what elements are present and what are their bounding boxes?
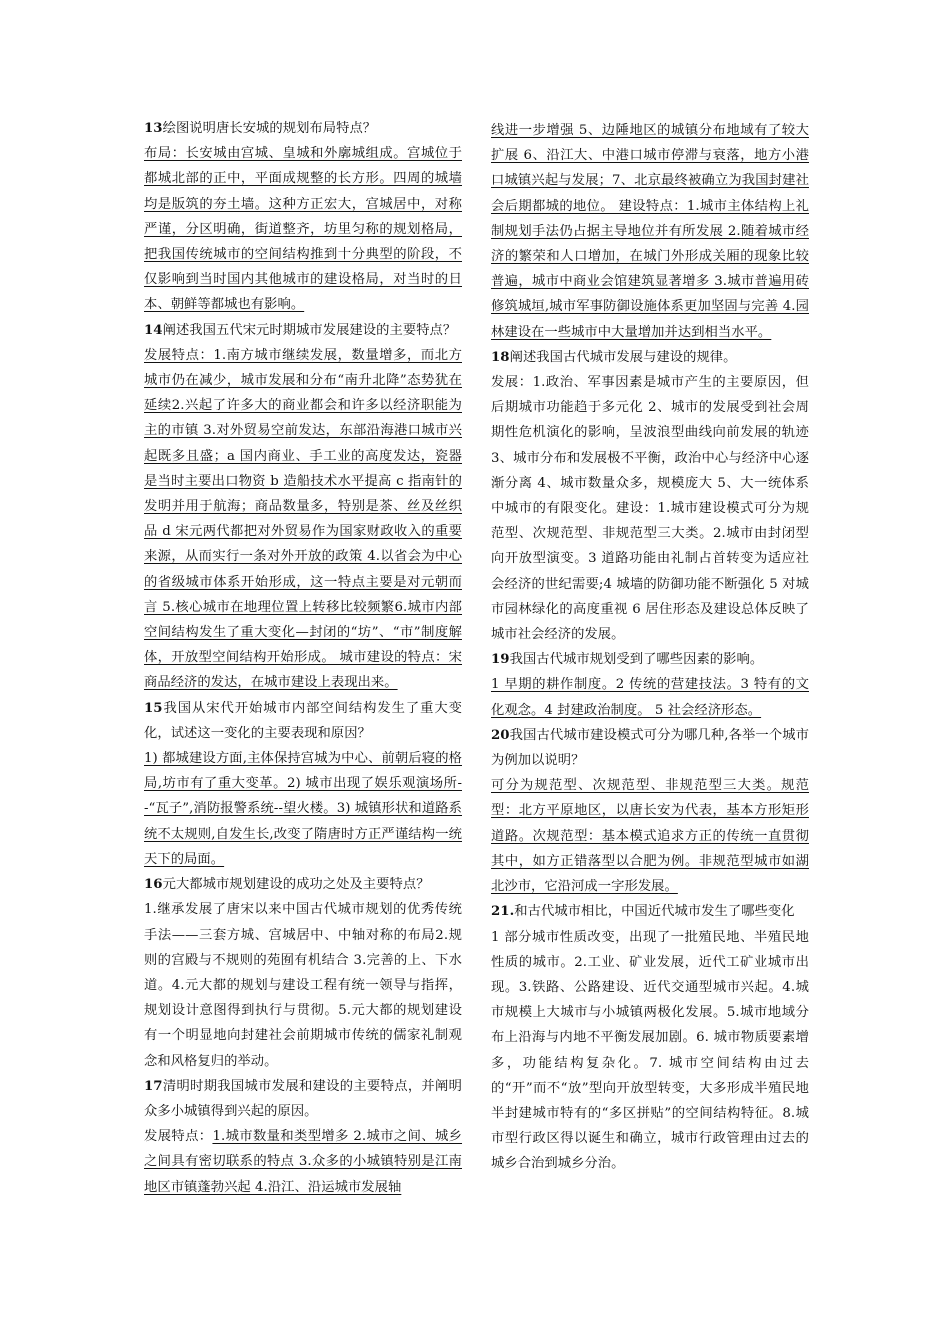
question-17 (144, 1074, 462, 1124)
question-number: 14 (144, 322, 163, 338)
question-text: 我国从宋代开始城市内部空间结构发生了重大变化，试述这一变化的主要表现和原因？ (144, 700, 462, 741)
question-number: 13 (144, 121, 163, 136)
question-number: 16 (144, 877, 163, 893)
question-18 (491, 345, 809, 370)
answer-16: 1.继承发展了唐宋以来中国古代城市规划的优秀传统手法——三套方城、宫城居中、中轴对称的布局2.规则的宫殿与不规则的苑囿有机结合 3.完善的上、下水道。4.元大都的规划与建设工程有统一领导与指挥，规划设计意图得到执行与贯彻。5.元大都的规划建设有一个明显地向封建社会前期城市传统的儒家礼制观念和风格复归的举动。 (144, 902, 462, 1069)
answer-20: 可分为规范型、次规范型、非规范型三大类。规范型：北方平原地区，以唐长安为代表，基本方形矩形道路。次规范型：基本模式追求方正的传统一直贯彻其中，如方正错落型以合肥为例。非规范型城市如湖北沙市，它沿河成一字形发展。 (491, 778, 809, 895)
left-column (144, 116, 462, 1200)
answer-14: 发展特点：1.南方城市继续发展，数量增多，而北方城市仍在减少，城市发展和分布“南升北降”态势犹在延续2.兴起了许多大的商业都会和许多以经济职能为主的市镇 3.对外贸易空前发达，东部沿海港口城市兴起既多且盛；a 国内商业、手工业的高度发达，瓷器是当时主要出口物资 b 造船技术水平提高 c 指南针的发明并用于航海；商品数量多，特别是茶、丝及丝织品 d 宋元两代都把对外贸易作为国家财政收入的重要来源，从而实行一条对外开放的政策 4.以省会为中心的省级城市体系开始形成，这一特点主要是对元朝而言 5.核心城市在地理位置上转移比较频繁6.城市内部空间结构发生了重大变化—封闭的“坊”、“市”制度解体，开放型空间结构开始形成。 城市建设的特点：宋商品经济的发达，在城市建设上表现出来。 (144, 347, 462, 691)
question-text: 绘图说明唐长安城的规划布局特点？ (162, 121, 377, 136)
question-text: 我国古代城市建设模式可分为哪几种,各举一个城市为例加以说明？ (491, 727, 809, 769)
question-19 (491, 647, 809, 672)
question-number: 17 (144, 1078, 163, 1094)
question-21 (491, 899, 809, 924)
answer-18: 发展：1.政治、军事因素是城市产生的主要原因，但后期城市功能趋于多元化 2、城市的发展受到社会周期性危机演化的影响，呈波浪型曲线向前发展的轨迹 3、城市分布和发展极不平衡，政治中心与经济中心逐渐分离 4、城市数量众多，规模庞大 5、大一统体系中城市的有限变化。建设：1.城市建设模式可分为规范型、次规范型、非规范型三大类。2.城市由封闭型向开放型演变。3 道路功能由礼制占首转变为适应社会经济的世纪需要;4 城墙的防御功能不断强化 5 对城市园林绿化的高度重视 6 居住形态及建设总体反映了城市社会经济的发展。 (491, 375, 809, 643)
question-16 (144, 872, 462, 897)
answer-17 (144, 1124, 462, 1200)
question-13 (144, 116, 462, 141)
question-number: 18 (491, 349, 510, 365)
question-15 (144, 696, 462, 746)
question-number: 15 (144, 700, 163, 716)
question-text: 和古代城市相比，中国近代城市发生了哪些变化 (514, 904, 795, 920)
answer-13: 布局：长安城由宫城、皇城和外廓城组成。宫城位于都城北部的正中，平面成规整的长方形。四周的城墙均是版筑的夯土墙。这种方正宏大，宫城居中，对称严谨，分区明确，街道整齐，坊里匀称的规划格局，把我国传统城市的空间结构推到十分典型的阶段，不仅影响到当时国内其他城市的建设格局，对当时的日本、朝鲜等都城也有影响。 (144, 146, 462, 313)
question-20 (491, 723, 809, 773)
question-text: 我国古代城市规划受到了哪些因素的影响。 (509, 652, 764, 668)
question-number: 19 (491, 652, 510, 668)
question-number: 20 (491, 727, 510, 743)
answer-19: 1 早期的耕作制度。2 传统的营建技法。3 特有的文化观念。4 封建政治制度。 5 社会经济形态。 (491, 677, 809, 718)
question-text: 清明时期我国城市发展和建设的主要特点，并阐明众多小城镇得到兴起的原因。 (144, 1078, 462, 1119)
answer-text: 1.城市数量和类型增多 2.城市之间、城乡之间具有密切联系的特点 3.众多的小城镇特别是江南地区市镇蓬勃兴起 4.沿江、沿运城市发展轴 (144, 1129, 463, 1195)
right-column (491, 118, 809, 1177)
question-number: 21. (491, 904, 515, 920)
answer-15: 1) 都城建设方面,主体保持宫城为中心、前朝后寝的格局,坊市有了重大变革。2) 城市出现了娱乐观演场所--“瓦子”,消防报警系统--望火楼。3) 城镇形状和道路系统不太规则,自发生长,改变了隋唐时方正严谨结构一统天下的局面。 (144, 751, 462, 867)
question-text: 阐述我国古代城市发展与建设的规律。 (509, 349, 737, 365)
answer-17-continued: 线进一步增强 5、边陲地区的城镇分布地域有了较大扩展 6、沿江大、中港口城市停滞与衰落，地方小港口城镇兴起与发展；7、北京最终被确立为我国封建社会后期都城的地位。 建设特点：1.城市主体结构上礼制规划手法仍占据主导地位并有所发展 2.随着城市经济的繁荣和人口增加，在城门外形成关厢的现象比较普遍，城市中商业会馆建筑显著增多 3.城市普遍用砖修筑城垣,城市军事防御设施体系更加坚固与完善 4.园林建设在一些城市中大量增加并达到相当水平。 (491, 123, 809, 340)
question-text: 元大都城市规划建设的成功之处及主要特点？ (162, 877, 430, 893)
answer-lead: 发展特点： (144, 1129, 213, 1145)
answer-21: 1 部分城市性质改变，出现了一批殖民地、半殖民地性质的城市。2.工业、矿业发展，近代工矿业城市出现。3.铁路、公路建设、近代交通型城市兴起。4.城市规模上大城市与小城镇两极化发展。5.城市地域分布上沿海与内地不平衡发展加剧。6. 城市物质要素增多，功能结构复杂化。7. 城市空间结构由过去的“开”而不“放”型向开放型转变，大多形成半殖民地半封建城市特有的“多区拼贴”的空间结构特征。8.城市型行政区得以诞生和确立，城市行政管理由过去的城乡合治到城乡分治。 (491, 929, 809, 1172)
question-14 (144, 318, 462, 343)
question-text: 阐述我国五代宋元时期城市发展建设的主要特点？ (162, 322, 457, 338)
